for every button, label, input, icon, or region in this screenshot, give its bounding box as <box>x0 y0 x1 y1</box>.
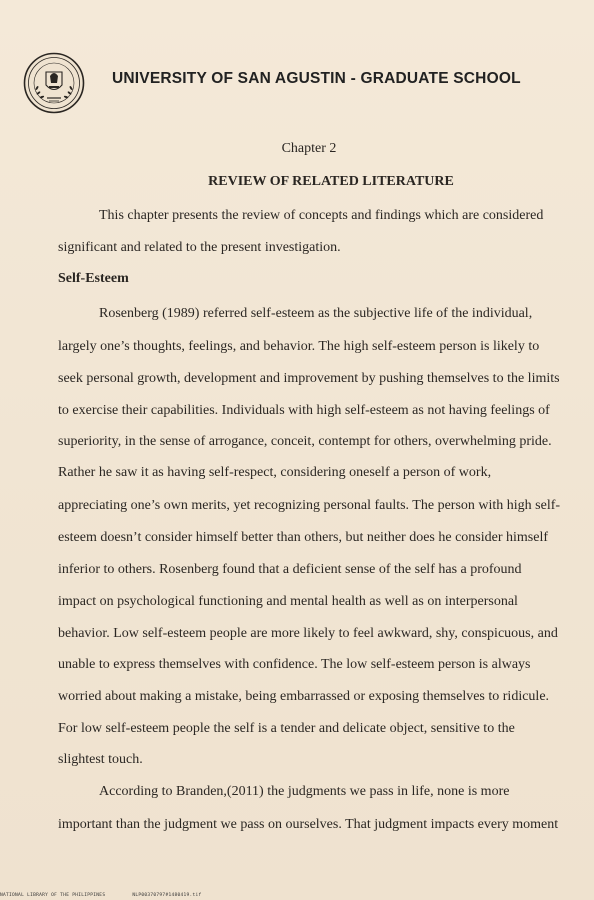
text-line: impact on psychological functioning and mental health as well as on interpersonal <box>58 594 518 609</box>
text-line: unable to express themselves with confidence. The low self-esteem person is always <box>58 657 531 672</box>
text-line: to exercise their capabilities. Individuals with high self-esteem as not having feelings of <box>58 403 550 418</box>
text-line: behavior. Low self-esteem people are more likely to feel awkward, shy, conspicuous, and <box>58 626 558 641</box>
text-line: According to Branden,(2011) the judgments we pass in life, none is more <box>99 784 510 799</box>
text-line: inferior to others. Rosenberg found that a deficient sense of the self has a profound <box>58 562 522 577</box>
text-line: Rather he saw it as having self-respect, considering oneself a person of work, <box>58 465 492 480</box>
text-line: seek personal growth, development and improvement by pushing themselves to the limits <box>58 371 560 386</box>
text-line: superiority, in the sense of arrogance, conceit, contempt for others, overwhelming pride. <box>58 434 552 449</box>
institution-header: UNIVERSITY OF SAN AGUSTIN - GRADUATE SCHOOL <box>112 70 521 87</box>
text-line: This chapter presents the review of concepts and findings which are considered <box>99 208 544 223</box>
university-seal-icon <box>23 52 85 114</box>
section-title: REVIEW OF RELATED LITERATURE <box>208 174 454 189</box>
text-line: largely one’s thoughts, feelings, and behavior. The high self-esteem person is likely to <box>58 339 540 354</box>
text-line: slightest touch. <box>58 752 143 767</box>
text-line: worried about making a mistake, being embarrassed or exposing themselves to ridicule. <box>58 689 550 704</box>
text-line: important than the judgment we pass on ourselves. That judgment impacts every moment <box>58 817 559 832</box>
text-line: significant and related to the present investigation. <box>58 240 341 255</box>
text-line: appreciating one’s own merits, yet recognizing personal faults. The person with high self- <box>58 498 561 513</box>
footer-file-id: NLP00370797#1480419.tif <box>132 893 202 898</box>
footer-library: NATIONAL LIBRARY OF THE PHILIPPINES <box>0 893 106 898</box>
chapter-label: Chapter 2 <box>281 141 337 156</box>
scan-footer <box>0 893 226 898</box>
text-line: esteem doesn’t consider himself better than others, but neither does he consider himself <box>58 530 548 545</box>
subheading: Self-Esteem <box>58 271 129 286</box>
text-line: Rosenberg (1989) referred self-esteem as the subjective life of the individual, <box>99 306 533 321</box>
text-line: For low self-esteem people the self is a tender and delicate object, sensitive to the <box>58 721 515 736</box>
